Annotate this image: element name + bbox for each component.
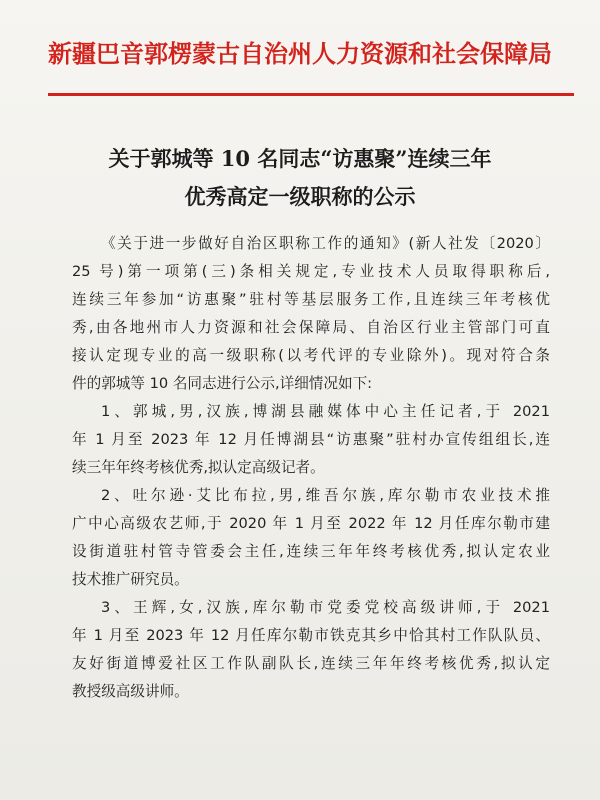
intro-line: 件的郭城等 10 名同志进行公示,详细情况如下: bbox=[72, 375, 373, 392]
candidate-line: 3、王辉,女,汉族,库尔勒市党委党校高级讲师,于 2021 bbox=[101, 599, 550, 616]
candidate-item-2 bbox=[72, 482, 550, 594]
candidate-line: 1、郭城,男,汉族,博湖县融媒体中心主任记者,于 2021 bbox=[101, 403, 550, 420]
candidate-line: 广中心高级农艺师,于 2020 年 1 月至 2022 年 12 月任库尔勒市建 bbox=[72, 515, 550, 532]
candidate-line: 续三年年终考核优秀,拟认定高级记者。 bbox=[72, 459, 325, 476]
document-body bbox=[72, 230, 550, 706]
intro-line: 《关于进一步做好自治区职称工作的通知》(新人社发〔2020〕 bbox=[101, 235, 550, 252]
document-title-line-1: 关于郭城等 10 名同志“访惠聚”连续三年 bbox=[108, 146, 492, 171]
document-title bbox=[0, 140, 600, 216]
candidate-item-3 bbox=[72, 594, 550, 706]
candidate-item-1 bbox=[72, 398, 550, 482]
letterhead-org-name: 新疆巴音郭楞蒙古自治州人力资源和社会保障局 bbox=[48, 39, 552, 68]
intro-paragraph bbox=[72, 230, 550, 398]
candidate-line: 友好街道博爱社区工作队副队长,连续三年年终考核优秀,拟认定 bbox=[72, 655, 550, 672]
document-title-line-2: 优秀高定一级职称的公示 bbox=[184, 184, 416, 209]
candidate-line: 年 1 月至 2023 年 12 月任库尔勒市铁克其乡中恰其村工作队队员、 bbox=[72, 627, 550, 644]
candidate-line: 教授级高级讲师。 bbox=[72, 683, 189, 700]
candidate-line: 技术推广研究员。 bbox=[72, 571, 189, 588]
candidate-line: 设街道驻村管寺管委会主任,连续三年年终考核优秀,拟认定农业 bbox=[72, 543, 550, 560]
candidate-line: 2、吐尔逊·艾比布拉,男,维吾尔族,库尔勒市农业技术推 bbox=[101, 487, 550, 504]
candidate-line: 年 1 月至 2023 年 12 月任博湖县“访惠聚”驻村办宣传组组长,连 bbox=[72, 431, 550, 448]
intro-line: 接认定现专业的高一级职称(以考代评的专业除外)。现对符合条 bbox=[72, 347, 550, 364]
letterhead-red-rule bbox=[48, 93, 574, 96]
intro-line: 25 号)第一项第(三)条相关规定,专业技术人员取得职称后, bbox=[72, 263, 550, 280]
intro-line: 秀,由各地州市人力资源和社会保障局、自治区行业主管部门可直 bbox=[72, 319, 550, 336]
intro-line: 连续三年参加“访惠聚”驻村等基层服务工作,且连续三年考核优 bbox=[72, 291, 550, 308]
